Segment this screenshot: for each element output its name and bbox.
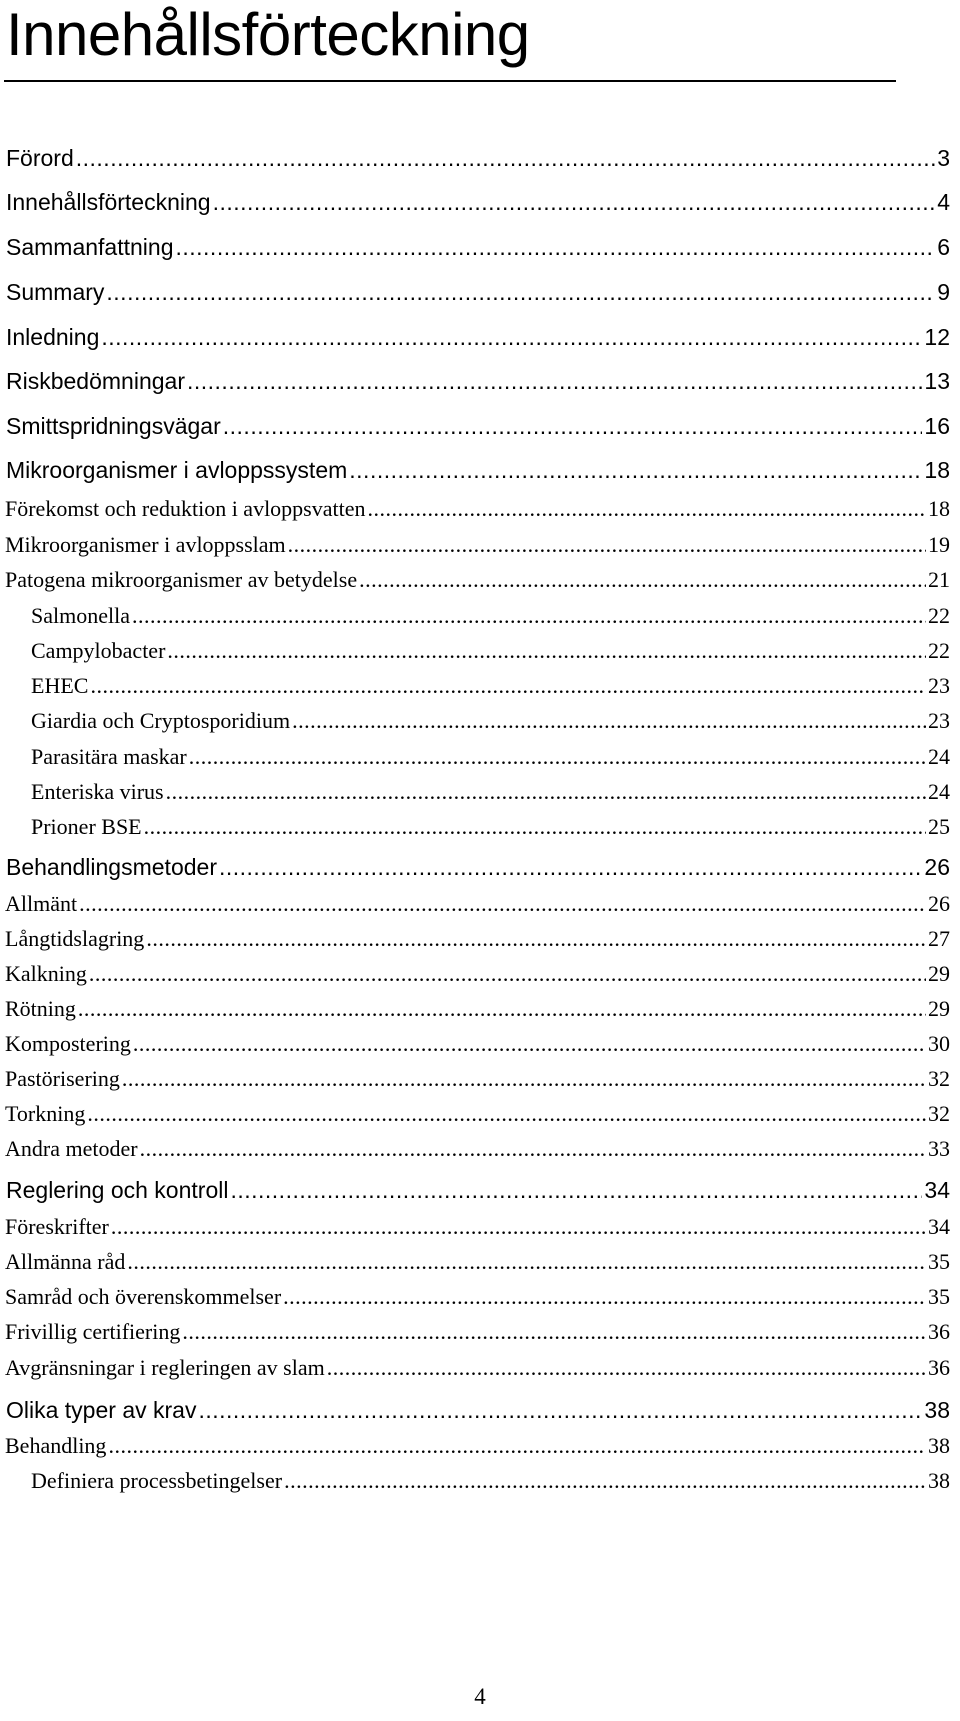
toc-entry[interactable] bbox=[6, 1175, 960, 1205]
toc-entry-label: Föreskrifter bbox=[5, 1214, 109, 1239]
toc-entry[interactable] bbox=[6, 1395, 960, 1425]
toc-entry-page-number: 18 bbox=[928, 496, 950, 521]
toc-entry-label: Definiera processbetingelser bbox=[31, 1468, 283, 1493]
toc-dot-leader bbox=[223, 411, 923, 441]
toc-entry-label: Salmonella bbox=[31, 603, 130, 628]
toc-entry-label: Summary bbox=[6, 279, 105, 305]
toc-entry-page-number: 25 bbox=[928, 814, 950, 839]
toc-entry-page-number: 18 bbox=[924, 457, 950, 483]
toc-entry[interactable] bbox=[5, 1318, 960, 1346]
page-number: 4 bbox=[474, 1684, 486, 1709]
toc-entry-page-number: 12 bbox=[924, 324, 950, 350]
toc-entry[interactable] bbox=[5, 1248, 960, 1276]
toc-entry-page-number: 21 bbox=[928, 567, 950, 592]
toc-entry[interactable] bbox=[6, 187, 960, 217]
toc-entry[interactable] bbox=[5, 1100, 960, 1128]
toc-entry-label: Samråd och överenskommelser bbox=[5, 1284, 282, 1309]
toc-entry-label: Riskbedömningar bbox=[6, 368, 185, 394]
toc-dot-leader bbox=[187, 366, 922, 396]
toc-entry-label: Olika typer av krav bbox=[6, 1397, 197, 1423]
toc-entry[interactable] bbox=[6, 143, 960, 173]
toc-entry-page-number: 29 bbox=[928, 996, 950, 1021]
toc-dot-leader bbox=[78, 995, 926, 1023]
toc-dot-leader bbox=[284, 1467, 926, 1495]
toc-dot-leader bbox=[327, 1354, 926, 1382]
toc-entry-page-number: 26 bbox=[924, 854, 950, 880]
toc-entry-label: Allmänna råd bbox=[5, 1249, 126, 1274]
toc-entry-label: Inledning bbox=[6, 324, 100, 350]
toc-entry-page-number: 6 bbox=[937, 234, 950, 260]
toc-entry-page-number: 35 bbox=[928, 1284, 950, 1309]
toc-entry[interactable] bbox=[31, 778, 960, 806]
toc-entry-label: EHEC bbox=[31, 673, 89, 698]
toc-entry[interactable] bbox=[5, 1354, 960, 1382]
toc-entry[interactable] bbox=[5, 995, 960, 1023]
toc-entry-page-number: 23 bbox=[928, 673, 950, 698]
toc-entry-page-number: 23 bbox=[928, 708, 950, 733]
toc-entry[interactable] bbox=[31, 672, 960, 700]
toc-entry-label: Prioner BSE bbox=[31, 814, 142, 839]
toc-entry-page-number: 29 bbox=[928, 961, 950, 986]
toc-entry-label: Behandling bbox=[5, 1433, 107, 1458]
toc-entry-page-number: 3 bbox=[937, 145, 950, 171]
toc-dot-leader bbox=[189, 743, 926, 771]
toc-dot-leader bbox=[122, 1065, 926, 1093]
toc-entry-page-number: 27 bbox=[928, 926, 950, 951]
toc-entry-page-number: 36 bbox=[928, 1355, 950, 1380]
toc-entry-label: Torkning bbox=[5, 1101, 86, 1126]
toc-entry[interactable] bbox=[5, 531, 960, 559]
toc-dot-leader bbox=[79, 890, 926, 918]
toc-entry-page-number: 9 bbox=[937, 279, 950, 305]
toc-entry-page-number: 22 bbox=[928, 638, 950, 663]
toc-dot-leader bbox=[175, 232, 935, 262]
toc-entry-page-number: 35 bbox=[928, 1249, 950, 1274]
toc-dot-leader bbox=[111, 1213, 926, 1241]
toc-dot-leader bbox=[283, 1283, 926, 1311]
toc-entry-label: Giardia och Cryptosporidium bbox=[31, 708, 291, 733]
toc-dot-leader bbox=[359, 566, 926, 594]
toc-entry[interactable] bbox=[6, 411, 960, 441]
toc-dot-leader bbox=[213, 187, 936, 217]
toc-entry-page-number: 36 bbox=[928, 1319, 950, 1344]
toc-entry[interactable] bbox=[31, 707, 960, 735]
toc-entry[interactable] bbox=[31, 602, 960, 630]
toc-entry-page-number: 32 bbox=[928, 1101, 950, 1126]
toc-entry[interactable] bbox=[31, 813, 960, 841]
toc-dot-leader bbox=[101, 322, 922, 352]
toc-entry-label: Mikroorganismer i avloppsslam bbox=[5, 532, 286, 557]
toc-entry[interactable] bbox=[6, 322, 960, 352]
toc-entry-label: Pastörisering bbox=[5, 1066, 120, 1091]
toc-dot-leader bbox=[198, 1395, 922, 1425]
toc-entry-page-number: 26 bbox=[928, 891, 950, 916]
toc-entry[interactable] bbox=[6, 455, 960, 485]
toc-dot-leader bbox=[146, 925, 926, 953]
toc-entry-page-number: 22 bbox=[928, 603, 950, 628]
toc-entry-label: Förord bbox=[6, 145, 74, 171]
toc-entry-label: Frivillig certifiering bbox=[5, 1319, 181, 1344]
toc-entry-label: Campylobacter bbox=[31, 638, 166, 663]
page-title: Innehållsförteckning bbox=[6, 1, 530, 68]
toc-dot-leader bbox=[292, 707, 926, 735]
toc-dot-leader bbox=[288, 531, 926, 559]
toc-dot-leader bbox=[90, 672, 926, 700]
toc-entry-label: Kompostering bbox=[5, 1031, 131, 1056]
toc-dot-leader bbox=[76, 143, 935, 173]
toc-entry-page-number: 30 bbox=[928, 1031, 950, 1056]
toc-entry-page-number: 38 bbox=[928, 1468, 950, 1493]
toc-entry[interactable] bbox=[31, 743, 960, 771]
toc-dot-leader bbox=[89, 960, 926, 988]
toc-entry[interactable] bbox=[31, 637, 960, 665]
toc-entry-page-number: 24 bbox=[928, 744, 950, 769]
toc-dot-leader bbox=[349, 455, 922, 485]
toc-dot-leader bbox=[167, 637, 926, 665]
toc-entry-label: Behandlingsmetoder bbox=[6, 854, 217, 880]
toc-dot-leader bbox=[106, 277, 935, 307]
toc-entry-label: Rötning bbox=[5, 996, 76, 1021]
toc-entry-page-number: 38 bbox=[924, 1397, 950, 1423]
toc-entry-label: Andra metoder bbox=[5, 1136, 138, 1161]
toc-entry-label: Reglering och kontroll bbox=[6, 1177, 229, 1203]
toc-entry[interactable] bbox=[5, 1135, 960, 1163]
toc-entry-label: Förekomst och reduktion i avloppsvatten bbox=[5, 496, 366, 521]
toc-entry-label: Patogena mikroorganismer av betydelse bbox=[5, 567, 358, 592]
toc-entry-page-number: 19 bbox=[928, 532, 950, 557]
toc-entry-page-number: 33 bbox=[928, 1136, 950, 1161]
toc-entry[interactable] bbox=[5, 1213, 960, 1241]
toc-entry[interactable] bbox=[5, 566, 960, 594]
toc-dot-leader bbox=[182, 1318, 926, 1346]
toc-entry[interactable] bbox=[5, 1283, 960, 1311]
toc-entry-page-number: 16 bbox=[924, 413, 950, 439]
toc-dot-leader bbox=[219, 852, 922, 882]
toc-entry[interactable] bbox=[6, 232, 960, 262]
toc-entry[interactable] bbox=[6, 852, 960, 882]
toc-entry-label: Kalkning bbox=[5, 961, 87, 986]
toc-entry-page-number: 13 bbox=[924, 368, 950, 394]
toc-entry-page-number: 32 bbox=[928, 1066, 950, 1091]
toc-dot-leader bbox=[144, 813, 926, 841]
toc-dot-leader bbox=[108, 1432, 926, 1460]
toc-entry-label: Sammanfattning bbox=[6, 234, 174, 260]
toc-entry-label: Mikroorganismer i avloppssystem bbox=[6, 457, 348, 483]
toc-dot-leader bbox=[127, 1248, 926, 1276]
toc-dot-leader bbox=[132, 602, 926, 630]
toc-dot-leader bbox=[166, 778, 926, 806]
toc-entry[interactable] bbox=[6, 366, 960, 396]
toc-entry-label: Smittspridningsvägar bbox=[6, 413, 221, 439]
toc-dot-leader bbox=[230, 1175, 922, 1205]
toc-entry-label: Innehållsförteckning bbox=[6, 189, 211, 215]
toc-entry[interactable] bbox=[5, 890, 960, 918]
toc-entry-label: Parasitära maskar bbox=[31, 744, 187, 769]
toc-dot-leader bbox=[133, 1030, 926, 1058]
toc-dot-leader bbox=[368, 495, 927, 523]
toc-entry[interactable] bbox=[5, 925, 960, 953]
toc-entry[interactable] bbox=[6, 277, 960, 307]
toc-entry-label: Avgränsningar i regleringen av slam bbox=[5, 1355, 325, 1380]
toc-entry-label: Enteriska virus bbox=[31, 779, 164, 804]
toc-entry-page-number: 38 bbox=[928, 1433, 950, 1458]
toc-entry-label: Allmänt bbox=[5, 891, 78, 916]
toc-entry[interactable] bbox=[31, 1467, 960, 1495]
toc-entry-page-number: 4 bbox=[937, 189, 950, 215]
toc-entry[interactable] bbox=[5, 1065, 960, 1093]
toc-entry-label: Långtidslagring bbox=[5, 926, 145, 951]
toc-entry[interactable] bbox=[5, 495, 960, 523]
toc-entry[interactable] bbox=[5, 1432, 960, 1460]
toc-entry[interactable] bbox=[5, 960, 960, 988]
toc-entry-page-number: 34 bbox=[924, 1177, 950, 1203]
toc-entry-page-number: 24 bbox=[928, 779, 950, 804]
toc-dot-leader bbox=[87, 1100, 926, 1128]
toc-entry-page-number: 34 bbox=[928, 1214, 950, 1239]
toc-entry[interactable] bbox=[5, 1030, 960, 1058]
toc-dot-leader bbox=[140, 1135, 926, 1163]
